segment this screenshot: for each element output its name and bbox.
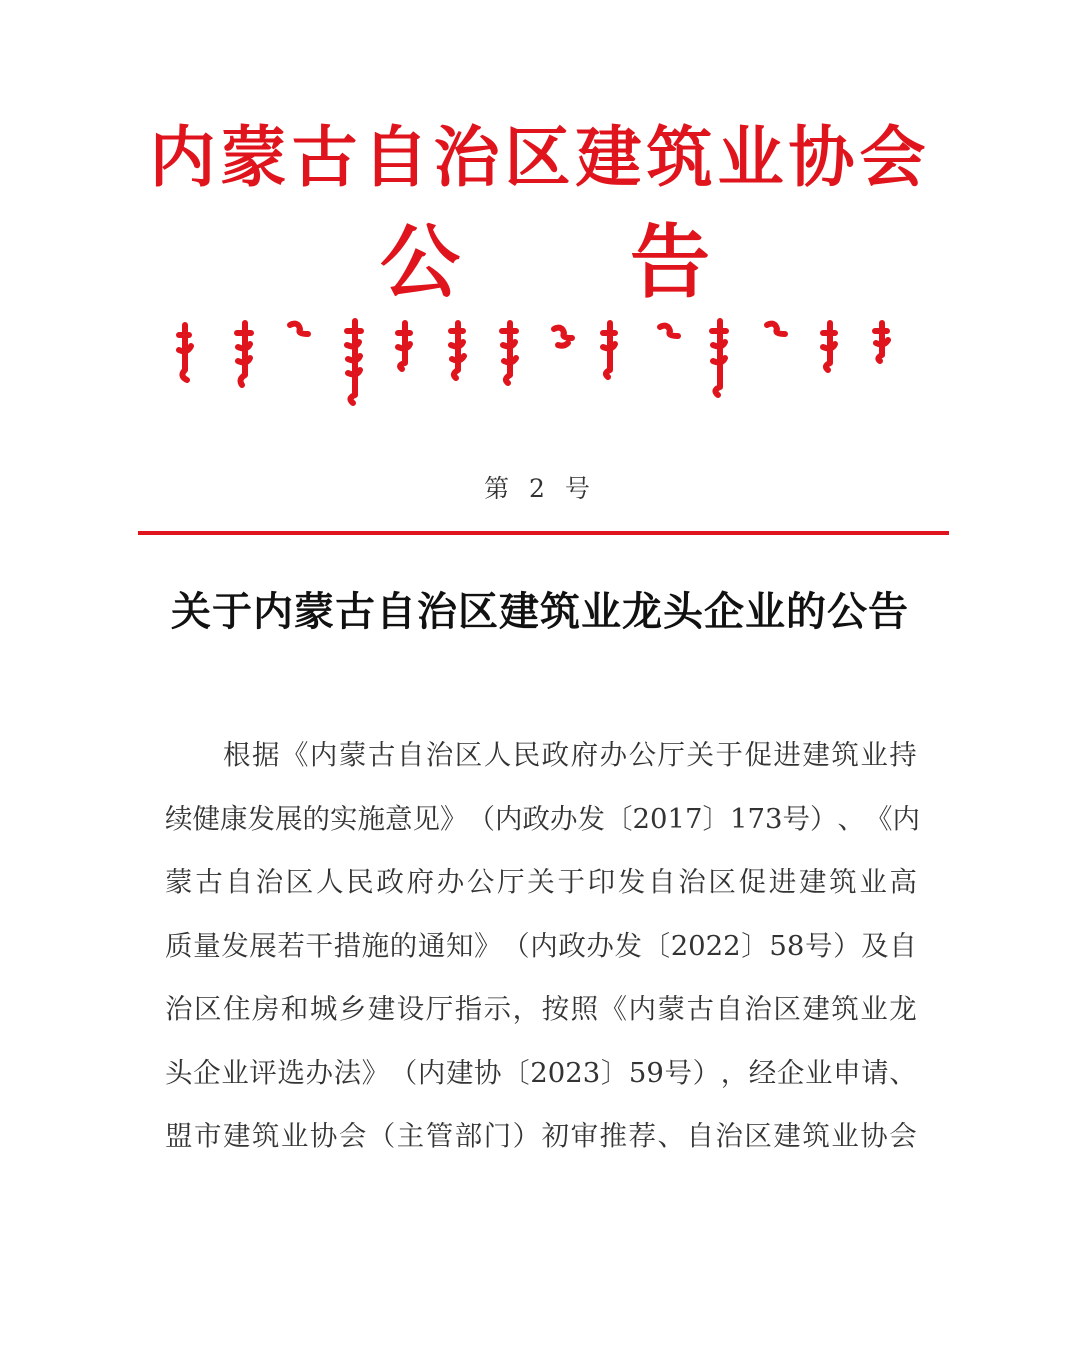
mongolian-script-title bbox=[170, 315, 910, 415]
organization-name: 内蒙古自治区建筑业协会 bbox=[149, 118, 931, 196]
body-line: 质 量 发 展 若 干 措 施 的 通 知 》 （ 内 政 办 发 〔 2022 〕 58 号 ） 及 自 bbox=[165, 929, 917, 962]
body-line: 头 企 业 评 选 办 法 》 （ 内 建 协 〔 2023 〕 59 号 ） ， 经 企 业 申 请 、 bbox=[165, 1056, 917, 1089]
notice-heading-char-2: 告 bbox=[630, 215, 710, 309]
body-line: 根 据 《 内 蒙 古 自 治 区 人 民 政 府 办 公 厅 关 于 促 进 建 筑 业 持 bbox=[223, 739, 917, 771]
announcement-body bbox=[165, 730, 920, 1175]
body-line: 盟 市 建 筑 业 协 会 （ 主 管 部 门 ） 初 审 推 荐 、 自 治 区 建 筑 业 协 会 bbox=[165, 1120, 917, 1152]
body-line: 续 健 康 发 展 的 实 施 意 见 》 （ 内 政 办 发 〔 2017 〕 173 号 ） 、 《 内 bbox=[165, 802, 920, 835]
announcement-title: 关于内蒙古自治区建筑业龙头企业的公告 bbox=[171, 588, 909, 635]
notice-heading-char-1: 公 bbox=[380, 215, 460, 309]
notice-heading bbox=[380, 215, 710, 310]
body-line: 蒙 古 自 治 区 人 民 政 府 办 公 厅 关 于 印 发 自 治 区 促 进 建 筑 业 高 bbox=[165, 866, 917, 898]
document-number: 第 2 号 bbox=[484, 474, 596, 503]
body-line: 治 区 住 房 和 城 乡 建 设 厅 指 示 ， 按 照 《 内 蒙 古 自 治 区 建 筑 业 龙 bbox=[165, 993, 917, 1025]
red-divider bbox=[138, 531, 949, 535]
